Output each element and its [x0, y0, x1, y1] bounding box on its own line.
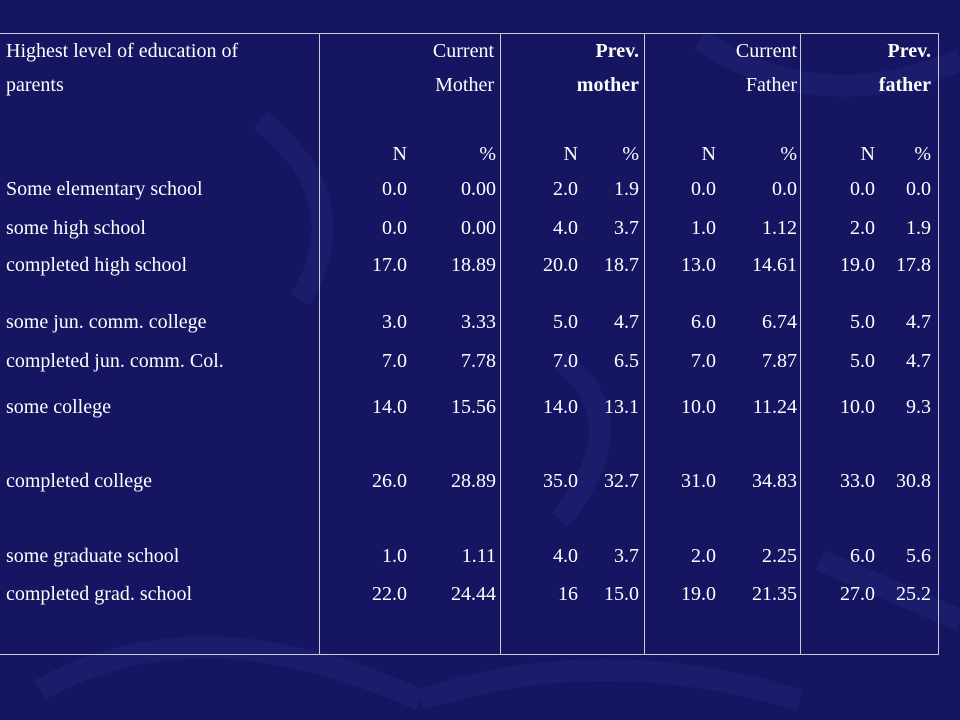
education-table — [0, 33, 939, 655]
cell-current-father-n: 13.0 — [681, 254, 716, 276]
cell-prev-mother-pct: 1.9 — [614, 178, 639, 200]
cell-current-mother-pct: 0.00 — [461, 178, 496, 200]
cell-prev-father-pct: 0.0 — [906, 178, 931, 200]
row-label: Some elementary school — [6, 178, 203, 200]
table-row — [0, 218, 938, 240]
cell-prev-mother-n: 20.0 — [543, 254, 578, 276]
cell-prev-mother-n: 2.0 — [553, 178, 578, 200]
cell-prev-mother-pct: 13.1 — [604, 396, 639, 418]
cell-prev-father-n: 19.0 — [840, 254, 875, 276]
cell-prev-father-n: 27.0 — [840, 583, 875, 605]
subheader-n: N — [392, 143, 407, 165]
cell-current-mother-pct: 0.00 — [461, 217, 496, 239]
cell-current-father-n: 7.0 — [691, 350, 716, 372]
cell-current-mother-pct: 24.44 — [451, 583, 496, 605]
cell-prev-mother-pct: 15.0 — [604, 583, 639, 605]
row-label: completed college — [6, 470, 153, 492]
cell-current-father-pct: 7.87 — [762, 350, 797, 372]
cell-current-father-n: 2.0 — [691, 545, 716, 567]
header-current-father-line1: Current — [735, 40, 797, 62]
row-label: completed grad. school — [6, 583, 193, 605]
table-row — [0, 546, 938, 568]
header-prev-mother-line1: Prev. — [595, 40, 639, 62]
cell-current-mother-n: 7.0 — [382, 350, 407, 372]
cell-current-father-pct: 34.83 — [752, 470, 797, 492]
cell-current-mother-n: 26.0 — [372, 470, 407, 492]
cell-prev-father-pct: 30.8 — [896, 470, 931, 492]
cell-prev-father-pct: 9.3 — [906, 396, 931, 418]
table-row — [0, 255, 938, 277]
cell-current-mother-n: 22.0 — [372, 583, 407, 605]
row-label: completed jun. comm. Col. — [6, 350, 224, 372]
subheader-pct: % — [780, 143, 797, 165]
cell-current-father-n: 6.0 — [691, 311, 716, 333]
cell-prev-mother-n: 35.0 — [543, 470, 578, 492]
cell-prev-mother-n: 16 — [558, 583, 578, 605]
table-row — [0, 312, 938, 334]
cell-current-father-pct: 2.25 — [762, 545, 797, 567]
cell-prev-mother-pct: 3.7 — [614, 545, 639, 567]
table-row — [0, 584, 938, 606]
cell-current-mother-n: 0.0 — [382, 178, 407, 200]
header-label-line1: Highest level of education of — [6, 40, 239, 62]
cell-current-father-pct: 21.35 — [752, 583, 797, 605]
header-current-father-line2: Father — [745, 74, 797, 96]
cell-current-father-n: 10.0 — [681, 396, 716, 418]
cell-prev-father-n: 5.0 — [850, 350, 875, 372]
cell-prev-father-n: 0.0 — [850, 178, 875, 200]
cell-prev-mother-n: 4.0 — [553, 545, 578, 567]
cell-prev-mother-n: 5.0 — [553, 311, 578, 333]
row-label: completed high school — [6, 254, 188, 276]
cell-current-mother-pct: 15.56 — [451, 396, 496, 418]
cell-current-mother-n: 0.0 — [382, 217, 407, 239]
cell-prev-mother-pct: 6.5 — [614, 350, 639, 372]
cell-prev-father-pct: 5.6 — [906, 545, 931, 567]
cell-current-father-pct: 6.74 — [762, 311, 797, 333]
cell-prev-father-pct: 4.7 — [906, 311, 931, 333]
table-row — [0, 471, 938, 493]
cell-prev-mother-n: 14.0 — [543, 396, 578, 418]
cell-current-father-pct: 1.12 — [762, 217, 797, 239]
cell-current-mother-pct: 7.78 — [461, 350, 496, 372]
subheader-pct: % — [622, 143, 639, 165]
cell-current-mother-n: 17.0 — [372, 254, 407, 276]
cell-current-mother-pct: 1.11 — [461, 545, 496, 567]
header-label-line2: parents — [6, 74, 64, 96]
cell-prev-father-pct: 17.8 — [896, 254, 931, 276]
header-current-mother-line2: Mother — [435, 74, 494, 96]
table-row — [0, 351, 938, 373]
cell-prev-father-n: 33.0 — [840, 470, 875, 492]
subheader-n: N — [860, 143, 875, 165]
header-prev-mother-line2: mother — [576, 74, 639, 96]
row-label: some high school — [6, 217, 146, 239]
cell-prev-mother-pct: 3.7 — [614, 217, 639, 239]
header-prev-father-line1: Prev. — [887, 40, 931, 62]
header-current-mother-line1: Current — [432, 40, 494, 62]
cell-current-father-n: 0.0 — [691, 178, 716, 200]
subheader-pct: % — [479, 143, 496, 165]
cell-current-father-n: 19.0 — [681, 583, 716, 605]
cell-prev-father-n: 10.0 — [840, 396, 875, 418]
cell-current-mother-pct: 18.89 — [451, 254, 496, 276]
cell-current-mother-n: 14.0 — [372, 396, 407, 418]
cell-current-mother-pct: 3.33 — [461, 311, 496, 333]
cell-current-mother-n: 3.0 — [382, 311, 407, 333]
cell-current-father-n: 1.0 — [691, 217, 716, 239]
cell-prev-father-n: 6.0 — [850, 545, 875, 567]
cell-prev-mother-pct: 4.7 — [614, 311, 639, 333]
cell-current-mother-n: 1.0 — [382, 545, 407, 567]
row-label: some college — [6, 396, 111, 418]
cell-prev-father-n: 2.0 — [850, 217, 875, 239]
subheader-n: N — [563, 143, 578, 165]
cell-current-father-pct: 14.61 — [752, 254, 797, 276]
header-prev-father-line2: father — [878, 74, 931, 96]
cell-prev-father-pct: 1.9 — [906, 217, 931, 239]
cell-current-mother-pct: 28.89 — [451, 470, 496, 492]
row-label: some graduate school — [6, 545, 180, 567]
cell-prev-father-pct: 25.2 — [896, 583, 931, 605]
cell-prev-father-pct: 4.7 — [906, 350, 931, 372]
cell-prev-mother-n: 4.0 — [553, 217, 578, 239]
cell-prev-mother-pct: 32.7 — [604, 470, 639, 492]
cell-prev-father-n: 5.0 — [850, 311, 875, 333]
cell-prev-mother-pct: 18.7 — [604, 254, 639, 276]
cell-prev-mother-n: 7.0 — [553, 350, 578, 372]
subheader-n: N — [701, 143, 716, 165]
subheader-pct: % — [914, 143, 931, 165]
cell-current-father-pct: 0.0 — [772, 178, 797, 200]
table-row — [0, 397, 938, 419]
table-row — [0, 179, 938, 201]
cell-current-father-n: 31.0 — [681, 470, 716, 492]
row-label: some jun. comm. college — [6, 311, 207, 333]
cell-current-father-pct: 11.24 — [752, 396, 797, 418]
